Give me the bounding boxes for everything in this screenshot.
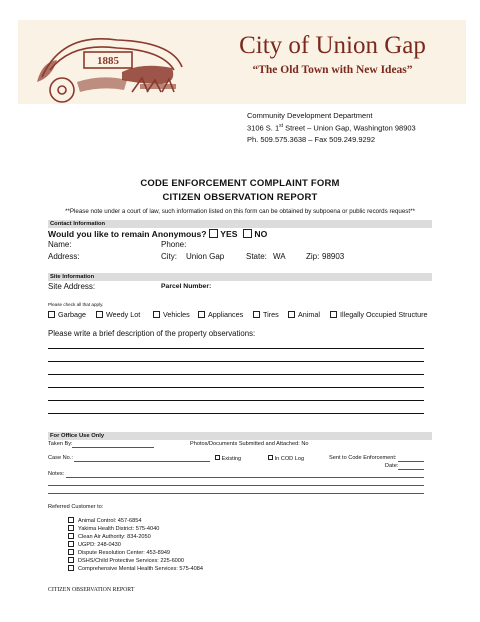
phone-label: Phone:: [161, 240, 187, 249]
site-section-header: Site Information: [48, 273, 432, 281]
department-address-block: [247, 110, 416, 145]
illegally-occupied-checkbox[interactable]: [330, 311, 337, 318]
referral-item[interactable]: [68, 541, 121, 548]
form-subtitle: CITIZEN OBSERVATION REPORT: [162, 192, 318, 203]
date-label: Date:: [385, 463, 399, 469]
referral-label: Comprehensive Mental Health Services: 575-4084: [78, 566, 203, 572]
option-garbage[interactable]: [48, 310, 86, 319]
office-section-header: For Office Use Only: [48, 432, 432, 440]
date-field[interactable]: [398, 469, 424, 470]
sent-to-code-label: Sent to Code Enforcement:: [329, 455, 397, 461]
state-value: WA: [273, 252, 286, 261]
anonymous-no-option[interactable]: [243, 229, 267, 239]
notes-line[interactable]: [66, 477, 424, 478]
contact-section-header: Contact Information: [48, 220, 432, 228]
city-value: Union Gap: [186, 252, 225, 261]
option-animal[interactable]: [288, 310, 320, 319]
cod-log-label: In COD Log: [274, 456, 305, 462]
anonymous-yes-option[interactable]: [209, 229, 237, 239]
photos-value: No: [301, 441, 309, 447]
option-vehicles[interactable]: [153, 310, 190, 319]
zip-label: Zip:: [306, 252, 320, 261]
appliances-checkbox[interactable]: [198, 311, 205, 318]
street-post: Street – Union Gap, Washington 98903: [283, 123, 416, 133]
site-address-label: Site Address:: [48, 282, 96, 291]
form-title: CODE ENFORCEMENT COMPLAINT FORM: [140, 178, 340, 189]
referral-label: DSHS/Child Protective Services: 225-6000: [78, 558, 185, 564]
option-label: Weedy Lot: [106, 310, 141, 319]
referral-label: Yakima Health District: 575-4040: [78, 526, 160, 532]
weedy-lot-checkbox[interactable]: [96, 311, 103, 318]
referral-checkbox[interactable]: [68, 533, 74, 539]
zip-value: 98903: [322, 252, 345, 261]
department-phone-fax: Ph. 509.575.3638 – Fax 509.249.9292: [247, 134, 376, 144]
existing-label: Existing: [221, 456, 242, 462]
city-name: City of Union Gap: [239, 32, 426, 59]
yes-label: YES: [220, 229, 238, 239]
case-no-label: Case No.:: [48, 455, 73, 461]
tires-checkbox[interactable]: [253, 311, 260, 318]
existing-checkbox[interactable]: [215, 455, 220, 460]
legal-notice: **Please note under a court of law, such information listed on this form can be obtained by subpoena or public records request**: [65, 208, 415, 215]
notes-line[interactable]: [48, 485, 424, 486]
referral-checkbox[interactable]: [68, 517, 74, 523]
referral-label: Animal Control: 457-6854: [78, 518, 142, 524]
department-street: [247, 121, 416, 134]
option-label: Animal: [298, 310, 320, 319]
description-line[interactable]: [48, 387, 424, 388]
photos-label-text: Photos/Documents Submitted and Attached:: [190, 441, 300, 447]
page-footer: CITIZEN OBSERVATION REPORT: [48, 587, 135, 593]
parcel-number-label: Parcel Number:: [161, 283, 212, 290]
description-prompt: Please write a brief description of the property observations:: [48, 329, 256, 338]
referral-item[interactable]: [68, 533, 151, 540]
animal-checkbox[interactable]: [288, 311, 295, 318]
option-label: Appliances: [208, 310, 244, 319]
notes-line[interactable]: [48, 493, 424, 494]
referral-label: UGPD: 248-0430: [78, 542, 121, 548]
option-label: Tires: [263, 310, 279, 319]
option-weedy-lot[interactable]: [96, 310, 140, 319]
existing-option[interactable]: [215, 455, 241, 462]
option-label: Vehicles: [163, 310, 190, 319]
referral-label: Clean Air Authority: 834-2050: [78, 534, 151, 540]
referral-item[interactable]: [68, 565, 203, 572]
sent-to-code-field[interactable]: [398, 461, 424, 462]
referral-checkbox[interactable]: [68, 557, 74, 563]
department-name: Community Development Department: [247, 111, 373, 120]
photos-label: [190, 441, 309, 447]
option-tires[interactable]: [253, 310, 279, 319]
option-illegally-occupied-structure[interactable]: [330, 310, 428, 319]
referral-item[interactable]: [68, 525, 159, 532]
city-tagline: “The Old Town with New Ideas”: [252, 64, 413, 76]
referral-label: Dispute Resolution Center: 453-8949: [78, 550, 171, 556]
description-line[interactable]: [48, 374, 424, 375]
seal-year: 1885: [97, 55, 119, 67]
description-line[interactable]: [48, 361, 424, 362]
no-checkbox[interactable]: [243, 229, 252, 238]
referral-checkbox[interactable]: [68, 549, 74, 555]
taken-by-field[interactable]: [72, 447, 154, 448]
referral-checkbox[interactable]: [68, 525, 74, 531]
state-label: State:: [246, 252, 267, 261]
option-appliances[interactable]: [198, 310, 243, 319]
referral-checkbox[interactable]: [68, 541, 74, 547]
cod-log-checkbox[interactable]: [268, 455, 273, 460]
referral-item[interactable]: [68, 557, 184, 564]
yes-checkbox[interactable]: [209, 229, 218, 238]
referral-item[interactable]: [68, 549, 170, 556]
street-sup: st: [279, 123, 283, 129]
referral-checkbox[interactable]: [68, 565, 74, 571]
taken-by-label: Taken By:: [48, 441, 73, 447]
referred-label: Referred Customer to:: [48, 504, 104, 510]
address-label: Address:: [48, 252, 80, 261]
description-line[interactable]: [48, 413, 424, 414]
notes-label: Notes:: [48, 471, 65, 477]
cod-log-option[interactable]: [268, 455, 304, 462]
description-line[interactable]: [48, 348, 424, 349]
description-line[interactable]: [48, 400, 424, 401]
option-label: Illegally Occupied Structure: [340, 310, 428, 319]
street-pre: 3106 S. 1: [247, 123, 280, 133]
city-label: City:: [161, 252, 177, 261]
vehicles-checkbox[interactable]: [153, 311, 160, 318]
garbage-checkbox[interactable]: [48, 311, 55, 318]
no-label: NO: [254, 229, 268, 239]
name-label: Name:: [48, 240, 72, 249]
check-instruction: Please check all that apply.: [48, 302, 104, 307]
anonymous-question: Would you like to remain Anonymous?: [48, 229, 207, 239]
city-seal-logo: [22, 22, 192, 112]
case-no-field[interactable]: [74, 461, 210, 462]
option-label: Garbage: [58, 310, 86, 319]
referral-item[interactable]: [68, 517, 141, 524]
